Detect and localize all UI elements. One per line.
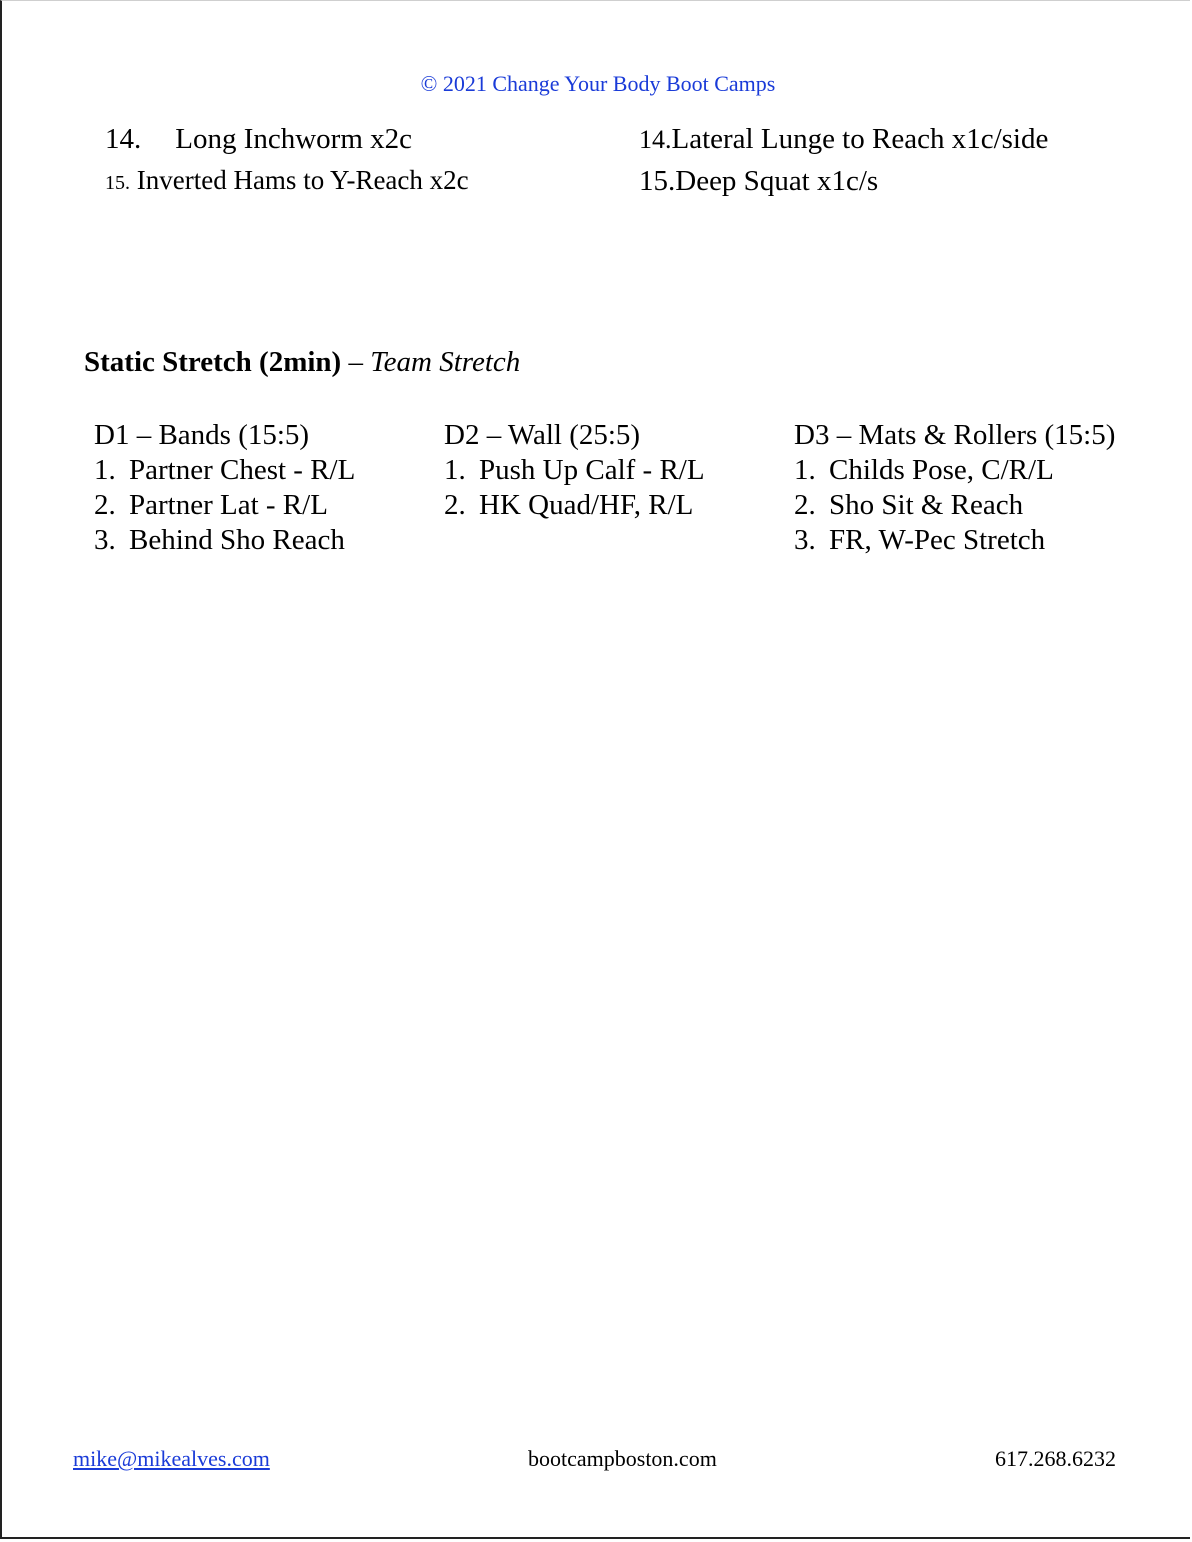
item-number: 3. (794, 524, 816, 556)
list-item (444, 453, 705, 488)
item-text: Long Inchworm x2c (175, 123, 413, 155)
item-number: 1. (444, 454, 466, 486)
warmup-right-item-14 (639, 123, 1048, 156)
station-heading: D3 – Mats & Rollers (15:5) (794, 419, 1116, 451)
item-number: 3. (94, 524, 116, 556)
list-item (94, 488, 355, 523)
item-number: 14. (105, 123, 142, 155)
copyright-notice: © 2021 Change Your Body Boot Camps (420, 71, 776, 96)
item-text: Push Up Calf - R/L (479, 454, 705, 486)
item-text: HK Quad/HF, R/L (479, 489, 694, 521)
item-text: Childs Pose, C/R/L (829, 454, 1054, 486)
item-number: 2. (444, 489, 466, 521)
item-text: Partner Chest - R/L (129, 454, 356, 486)
item-text: Deep Squat x1c/s (675, 165, 879, 197)
list-item (444, 488, 705, 523)
heading-separator: – (341, 346, 371, 378)
station-d3 (794, 418, 1115, 558)
static-stretch-subtitle: Team Stretch (370, 346, 521, 378)
warmup-left-item-14 (105, 123, 412, 156)
footer-phone: 617.268.6232 (995, 1446, 1116, 1471)
item-number: 15. (639, 165, 676, 197)
item-number: 1. (94, 454, 116, 486)
static-stretch-title: Static Stretch (2min) (84, 346, 342, 378)
list-item (794, 453, 1115, 488)
list-item (94, 453, 355, 488)
item-number: 14. (639, 125, 672, 154)
item-text: Inverted Hams to Y-Reach x2c (136, 165, 469, 195)
station-heading: D2 – Wall (25:5) (444, 419, 641, 451)
list-item (794, 523, 1115, 558)
item-number: 2. (794, 489, 816, 521)
item-text: Lateral Lunge to Reach x1c/side (671, 123, 1049, 155)
item-text: FR, W-Pec Stretch (829, 524, 1046, 556)
footer-website: bootcampboston.com (528, 1446, 717, 1471)
item-text: Partner Lat - R/L (129, 489, 328, 521)
station-d1 (94, 418, 355, 558)
warmup-left-item-15 (105, 165, 469, 196)
list-item (794, 488, 1115, 523)
item-text: Sho Sit & Reach (829, 489, 1024, 521)
station-d2 (444, 418, 705, 523)
warmup-right-item-15 (639, 165, 878, 198)
item-number: 2. (94, 489, 116, 521)
station-heading: D1 – Bands (15:5) (94, 419, 310, 451)
item-number: 15. (105, 172, 130, 194)
static-stretch-heading (84, 346, 520, 379)
item-text: Behind Sho Reach (129, 524, 345, 556)
list-item (94, 523, 355, 558)
item-number: 1. (794, 454, 816, 486)
footer-email-link[interactable]: mike@mikealves.com (73, 1446, 270, 1471)
